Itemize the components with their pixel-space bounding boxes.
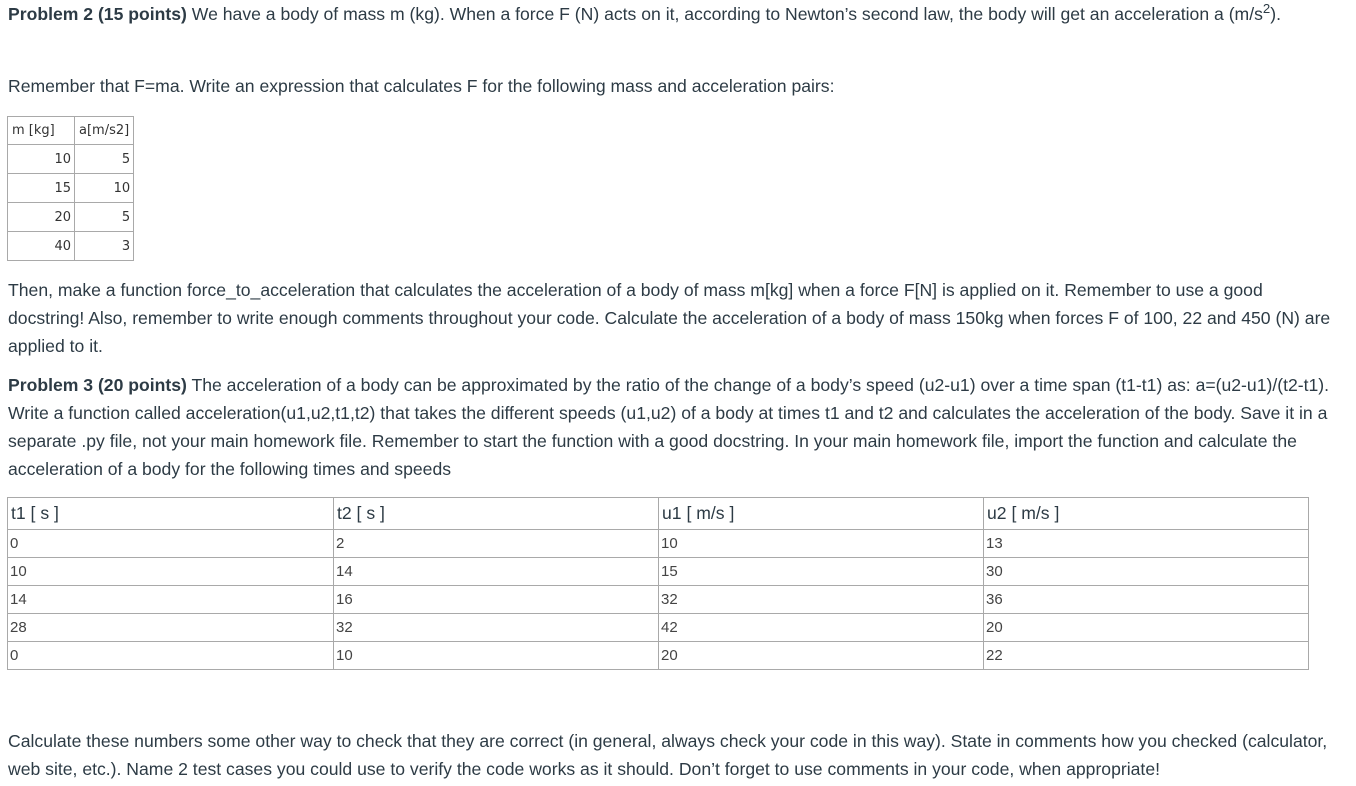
column-header-u1: u1 [ m/s ] (659, 498, 984, 530)
table-row (8, 642, 1309, 670)
column-header-t2: t2 [ s ] (334, 498, 659, 530)
table-cell: 20 (659, 642, 984, 670)
table-row (8, 530, 1309, 558)
table-cell: 15 (659, 558, 984, 586)
table-cell: 13 (984, 530, 1309, 558)
table-cell: 5 (75, 145, 134, 174)
column-header-u2: u2 [ m/s ] (984, 498, 1309, 530)
problem2-intro-text-b: ). (1270, 4, 1281, 24)
table-cell: 20 (8, 203, 75, 232)
table-header-row (8, 117, 134, 145)
problem2-reminder: Remember that F=ma. Write an expression that calculates F for the following mass and acceleration pairs: (8, 76, 835, 96)
table-cell: 32 (334, 614, 659, 642)
table-row (8, 232, 134, 261)
table-cell: 0 (8, 530, 334, 558)
column-header-mass: m [kg] (8, 117, 75, 145)
column-header-t1: t1 [ s ] (8, 498, 334, 530)
problem2-heading: Problem 2 (15 points) (8, 4, 187, 24)
problem2-intro-text-a: We have a body of mass m (kg). When a force F (N) acts on it, according to Newton’s second law, the body will get an acceleration a (m/s (186, 4, 1263, 24)
problem2-instructions: Then, make a function force_to_acceleration that calculates the acceleration of a body of mass m[kg] when a force F[N] is applied on it. Remember to use a good docstring! Also, remember to write enough comments throughout your code. Calculate the acceleration of a body of mass 150kg when forces F of 100, 22 and 450 (N) are applied to it. (8, 280, 1331, 356)
table-cell: 0 (8, 642, 334, 670)
table-cell: 32 (659, 586, 984, 614)
problem2-intro (8, 0, 1338, 30)
table-cell: 10 (8, 558, 334, 586)
table-row (8, 586, 1309, 614)
table-cell: 10 (334, 642, 659, 670)
table-cell: 28 (8, 614, 334, 642)
table-cell: 15 (8, 174, 75, 203)
table-row (8, 558, 1309, 586)
table-row (8, 203, 134, 232)
table-cell: 14 (8, 586, 334, 614)
table-cell: 22 (984, 642, 1309, 670)
table-cell: 42 (659, 614, 984, 642)
table-cell: 10 (75, 174, 134, 203)
table-cell: 36 (984, 586, 1309, 614)
problem3-heading: Problem 3 (20 points) (8, 375, 187, 395)
table-cell: 2 (334, 530, 659, 558)
table-cell: 40 (8, 232, 75, 261)
table-cell: 3 (75, 232, 134, 261)
table-cell: 20 (984, 614, 1309, 642)
time-speed-table (7, 497, 1309, 670)
problem3-description (8, 371, 1338, 483)
verification-instructions: Calculate these numbers some other way to check that they are correct (in general, always check your code in this way). State in comments how you checked (calculator, web site, etc.). Name 2 test cases you could use to verify the code works as it should. Don’t forget to use comments in your code, when appropriate! (8, 731, 1328, 779)
table-cell: 10 (8, 145, 75, 174)
table-row (8, 614, 1309, 642)
table-row (8, 145, 134, 174)
problem3-text: The acceleration of a body can be approximated by the ratio of the change of a body’s speed (u2-u1) over a time span (t1-t1) as: a=(u2-u1)/(t2-t1). Write a function called acceleration(u1,u2,t1,t2) that takes the different speeds (u1,u2) of a body at times t1 and t2 and calculates the acceleration of the body. Save it in a separate .py file, not your main homework file. Remember to start the function with a good docstring. In your main homework file, import the function and calculate the acceleration of a body for the following times and speeds (8, 375, 1330, 479)
table-row (8, 174, 134, 203)
column-header-acceleration: a[m/s2] (75, 117, 134, 145)
table-cell: 10 (659, 530, 984, 558)
problem2-intro-superscript: 2 (1262, 1, 1271, 17)
table-header-row (8, 498, 1309, 530)
table-cell: 16 (334, 586, 659, 614)
table-cell: 30 (984, 558, 1309, 586)
mass-acceleration-table (7, 116, 134, 261)
table-cell: 5 (75, 203, 134, 232)
table-cell: 14 (334, 558, 659, 586)
